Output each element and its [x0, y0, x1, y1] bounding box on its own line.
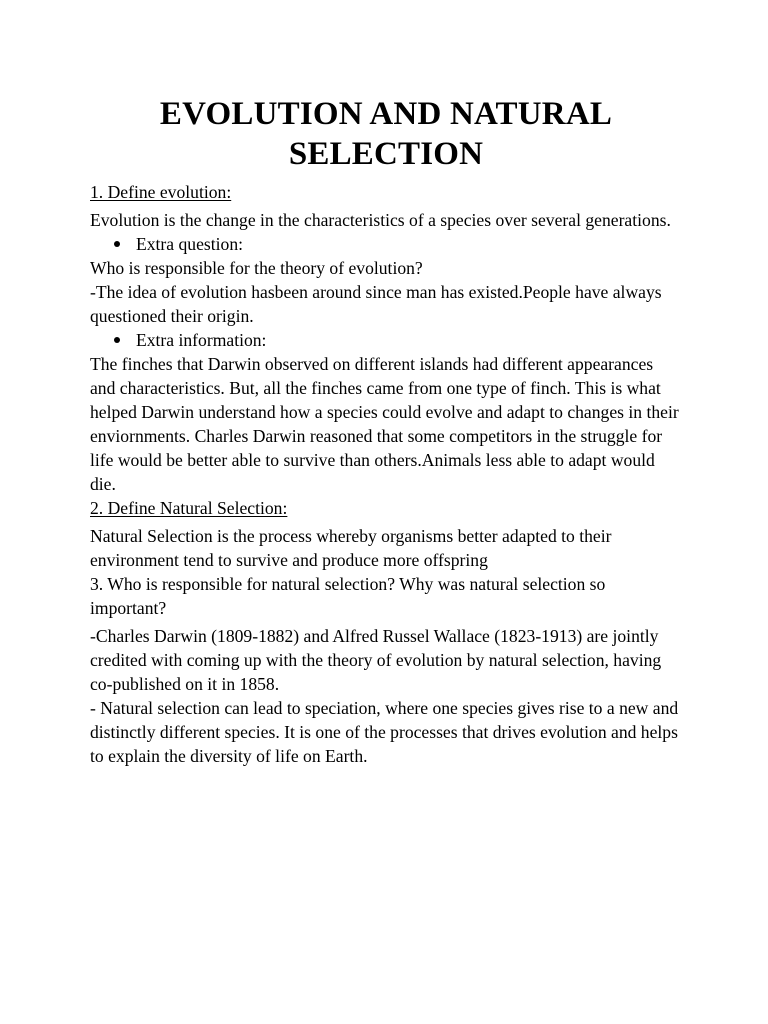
bullet-extra-question-label: Extra question:	[136, 234, 244, 254]
bullet-extra-question	[90, 232, 682, 256]
extra-information-text: The finches that Darwin observed on different islands had different appearances and characteristics. But, all the finches came from one type of finch. This is what helped Darwin understand how a species could evolve and adapt to changes in their enviornments. Charles Darwin reasoned that some competitors in the struggle for life would be better able to survive than others.Animals less able to adapt would die.	[90, 354, 679, 494]
question-2-answer: Natural Selection is the process whereby organisms better adapted to their environment tend to survive and produce more offspring	[90, 526, 612, 570]
extra-question-text: Who is responsible for the theory of evolution?	[90, 258, 423, 278]
question-2-heading-text: 2. Define Natural Selection:	[90, 498, 288, 518]
question-3-answer-2: - Natural selection can lead to speciation, where one species gives rise to a new and distinctly different species. It is one of the processes that drives evolution and helps to explain the diversity of life on Earth.	[90, 698, 679, 766]
question-1-answer: Evolution is the change in the characteristics of a species over several generations.	[90, 210, 671, 230]
question-3-answer-1: -Charles Darwin (1809-1882) and Alfred Russel Wallace (1823-1913) are jointly credited with coming up with the theory of evolution by natural selection, having co-published on it in 1858.	[90, 626, 662, 694]
extra-question-answer: -The idea of evolution hasbeen around since man has existed.People have always questioned their origin.	[90, 282, 662, 326]
question-1-heading-text: 1. Define evolution:	[90, 182, 232, 202]
question-3-text: 3. Who is responsible for natural selection? Why was natural selection so important?	[90, 574, 606, 618]
document-page	[90, 94, 682, 768]
title-line-2: SELECTION	[288, 136, 484, 172]
bullet-extra-information	[90, 328, 682, 352]
bullet-icon	[114, 337, 120, 343]
question-2-heading	[90, 496, 682, 520]
document-title	[90, 94, 682, 174]
title-line-1: EVOLUTION AND NATURAL	[159, 96, 613, 132]
bullet-extra-information-label: Extra information:	[136, 330, 267, 350]
bullet-icon	[114, 241, 120, 247]
question-1-heading	[90, 180, 682, 204]
